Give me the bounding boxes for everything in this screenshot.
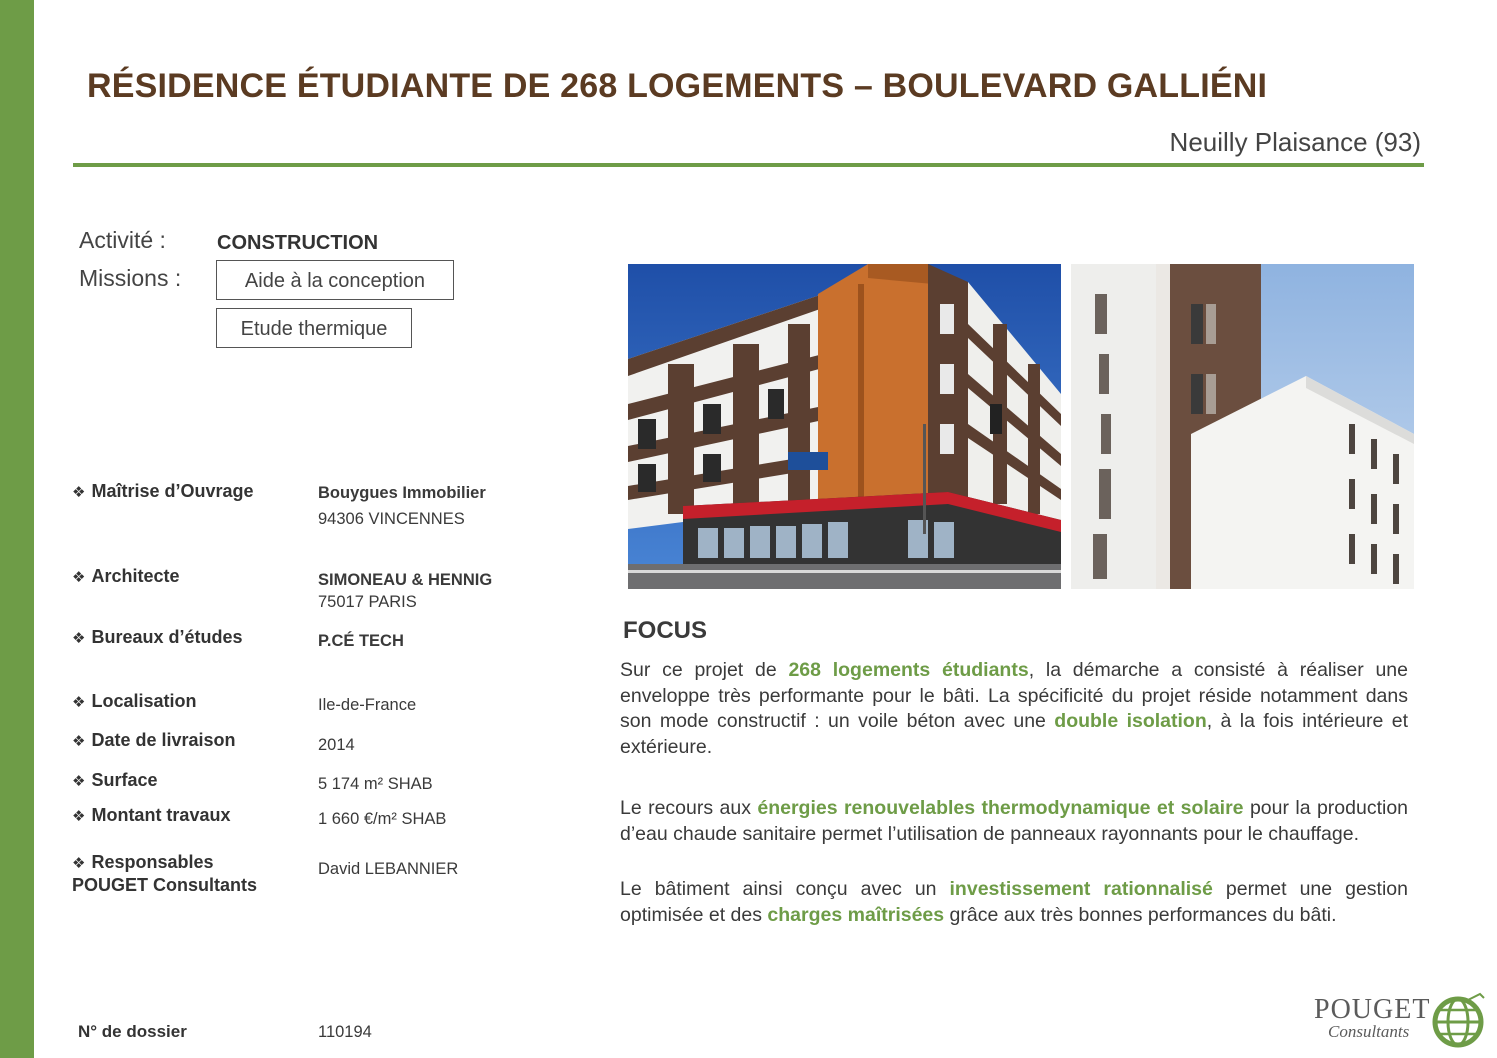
pouget-logo: [1310, 990, 1490, 1050]
globe-icon: [1428, 992, 1488, 1048]
responsables-company: POUGET Consultants: [72, 875, 258, 895]
dossier-value: 110194: [318, 1023, 372, 1041]
focus-paragraph-3: Le bâtiment ainsi conçu avec un investissement rationnalisé permet une gestion optimisée et des charges maîtrisées grâce aux très bonnes performances du bâti.: [620, 878, 1408, 926]
bullet-icon: ❖: [72, 855, 86, 872]
bullet-icon: ❖: [72, 484, 86, 501]
bullet-icon: ❖: [72, 808, 86, 825]
date-label: ❖ Date de livraison: [72, 730, 236, 750]
responsables-label: ❖ Responsables: [72, 852, 214, 872]
responsables-value: David LEBANNIER: [318, 860, 459, 878]
bullet-icon: ❖: [72, 569, 86, 586]
focus-paragraph-1: Sur ce projet de 268 logements étudiants, la démarche a consisté à réaliser une enveloppe très performante pour le bâti. La spécificité du projet réside notamment dans son mode constructif : un voile béton avec une double isolation, à la fois intérieure et extérieure.: [620, 659, 1409, 758]
header-divider: [73, 163, 1424, 167]
page-title: RÉSIDENCE ÉTUDIANTE DE 268 LOGEMENTS – BOULEVARD GALLIÉNI: [87, 67, 1268, 105]
missions-label: Missions :: [79, 265, 182, 291]
bureaux-value: P.CÉ TECH: [318, 632, 404, 650]
localisation-label: ❖ Localisation: [72, 691, 197, 711]
maitrise-address: 94306 VINCENNES: [318, 510, 465, 528]
architecte-label: ❖ Architecte: [72, 566, 180, 586]
building-photo-side: [1071, 264, 1414, 589]
bullet-icon: ❖: [72, 733, 86, 750]
localisation-value: Ile-de-France: [318, 696, 417, 714]
architecte-address: 75017 PARIS: [318, 593, 417, 611]
dossier-label: N° de dossier: [78, 1022, 187, 1041]
logo-subtitle: Consultants: [1328, 1022, 1410, 1041]
activity-label: Activité :: [79, 227, 166, 253]
bullet-icon: ❖: [72, 630, 86, 647]
focus-paragraph-2: Le recours aux énergies renouvelables thermodynamique et solaire pour la production d’eau chaude sanitaire permet l’utilisation de panneaux rayonnants pour le chauffage.: [620, 797, 1409, 845]
montant-label: ❖ Montant travaux: [72, 805, 231, 825]
bullet-icon: ❖: [72, 694, 86, 711]
surface-value: 5 174 m² SHAB: [318, 775, 433, 793]
side-accent-bar: [0, 0, 34, 1058]
surface-label: ❖ Surface: [72, 770, 158, 790]
project-location: Neuilly Plaisance (93): [1169, 127, 1421, 157]
focus-title: FOCUS: [623, 617, 707, 644]
mission-tag: Etude thermique: [216, 308, 412, 348]
logo-wordmark: POUGET: [1314, 994, 1431, 1025]
montant-value: 1 660 €/m² SHAB: [318, 810, 447, 828]
date-value: 2014: [318, 736, 355, 754]
bureaux-label: ❖ Bureaux d’études: [72, 627, 243, 647]
building-photo-corner: [628, 264, 1061, 589]
maitrise-value: Bouygues Immobilier: [318, 484, 486, 502]
bullet-icon: ❖: [72, 773, 86, 790]
activity-value: CONSTRUCTION: [217, 232, 379, 254]
architecte-value: SIMONEAU & HENNIG: [318, 571, 493, 589]
mission-tag: Aide à la conception: [216, 260, 454, 300]
maitrise-label: ❖ Maîtrise d’Ouvrage: [72, 481, 254, 501]
